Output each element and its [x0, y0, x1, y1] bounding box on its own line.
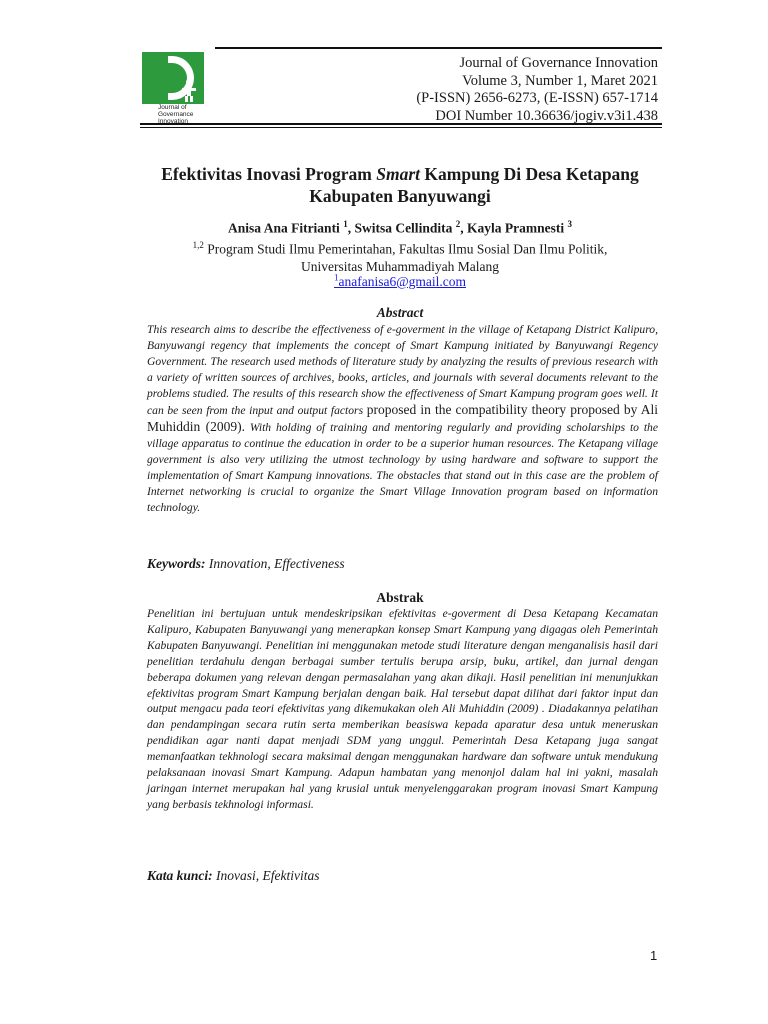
abstract-heading: Abstract — [376, 305, 424, 320]
title-smart: Smart — [376, 164, 421, 184]
logo-text-line: Innovation — [158, 118, 188, 125]
header-rule-top — [215, 47, 662, 49]
abstract-body — [147, 322, 658, 516]
author-sup: 3 — [567, 219, 572, 229]
logo-text — [158, 104, 218, 125]
header-rule-bottom — [140, 123, 662, 125]
email-link[interactable] — [334, 274, 466, 289]
logo-text-line: Journal of — [158, 104, 187, 111]
authors — [120, 219, 680, 237]
kata-kunci-text: Inovasi, Efektivitas — [212, 868, 320, 883]
paper-title — [120, 163, 680, 207]
journal-header — [416, 55, 658, 125]
title-line-1 — [120, 163, 680, 185]
author-sup: 1 — [343, 219, 348, 229]
author-name: , Switsa Cellindita — [347, 220, 456, 236]
keywords — [147, 556, 345, 572]
kata-kunci — [147, 868, 320, 884]
title-line-2: Kabupaten Banyuwangi — [309, 186, 491, 206]
logo-figure-icon — [180, 78, 198, 102]
affiliation-sup: 1,2 — [192, 240, 204, 250]
abstract-text-theory: proposed in the compatibility theory proposed by Ali Muhiddin (2009). — [147, 402, 658, 434]
journal-doi: DOI Number 10.36636/jogiv.v3i1.438 — [435, 107, 658, 124]
abstract-text: With holding of training and mentoring regularly and providing scholarships to the village apparatus to continue the education in order to be a superior human resources. The Ketapang village government is also very utilizing the utmost technology by using hardware and software to support the implementation of Smart Kampung innovations. The obstacles that stand out in this case are the problem of Internet networking is crucial to organize the Smart Village Innovation program based on information technology. — [147, 421, 658, 514]
author-sup: 2 — [455, 219, 461, 229]
journal-name: Journal of Governance Innovation — [459, 55, 658, 71]
title-part: Kampung Di Desa Ketapang — [420, 164, 639, 184]
abstrak-body: Penelitian ini bertujuan untuk mendeskripsikan efektivitas e-goverment di Desa Ketapang Kecamatan Kalipuro, Kabupaten Banyuwangi yang menerapkan konsep Smart Kampung yang digagas oleh Pemerintah Kabupaten Banyuwangi. Penelitian ini menggunakan metode studi literature dengan menganalisis hasil dari penelitian terdahulu dengan berbagai sumber tertulis berupa arsip, buku, artikel, dan jurnal dengan beberapa dokumen yang relevan dengan permasalahan yang akan dikaji. Hasil penelitian ini menunjukkan efektivitas program Smart Kampung berjalan dengan baik. Hal tersebut dapat dilihat dari faktor input dan output mengacu pada teori efektivitas yang dikemukakan oleh Ali Muhiddin (2009) . Diadakannya pelatihan dan pendampingan secara rutin serta memberikan beasiswa kepada aparatur desa untuk meneruskan pendidikan agar nanti dapat menjadi SDM yang unggul. Pemerintah Desa Ketapang juga sangat memanfaatkan tekhnologi secara maksimal dengan menggunakan hardware dan software untuk mendukung pelaksanaan inovasi Smart Kampung. Adapun hambatan yang menonjol dalam hal ini yakni, masalah jaringan internet merupakan hal yang krusial untuk menyelenggarakan program inovasi Smart Kampung yang berbasis tekhnologi informasi. — [147, 607, 658, 811]
email-sup: 1 — [333, 272, 339, 282]
email-line — [120, 272, 680, 290]
keywords-text: Innovation, Effectiveness — [205, 556, 345, 571]
email-text: anafanisa6@gmail.com — [338, 273, 466, 289]
title-part: Efektivitas Inovasi Program — [161, 164, 377, 184]
affiliation-text: Program Studi Ilmu Pemerintahan, Fakultas Ilmu Sosial Dan Ilmu Politik, — [203, 241, 608, 257]
affiliation-line-1 — [120, 237, 680, 258]
abstrak-heading: Abstrak — [376, 590, 424, 605]
kata-kunci-label: Kata kunci: — [147, 868, 213, 883]
author-name: Anisa Ana Fitrianti — [228, 220, 344, 236]
page-number: 1 — [650, 948, 658, 963]
abstract-text: This research aims to describe the effectiveness of e-goverment in the village of Ketapang District Kalipuro, Banyuwangi regency that implements the concept of Smart Kampung initiated by Banyuwangi Regency Government. The research used methods of literature study by analyzing the results of previous research with a variety of written sources of archives, books, articles, and journals with several documents relevant to the problems studied. The results of this research show the effectiveness of Smart Kampung program goes well. It can be seen from the input and output factors — [147, 323, 658, 417]
affiliation — [120, 237, 680, 275]
journal-logo — [140, 52, 210, 132]
journal-issn: (P-ISSN) 2656-6273, (E-ISSN) 657-1714 — [416, 90, 658, 106]
keywords-label: Keywords: — [147, 556, 206, 571]
affiliation-line-2: Universitas Muhammadiyah Malang — [301, 258, 499, 274]
logo-text-line: Governance — [158, 111, 194, 118]
journal-volume: Volume 3, Number 1, Maret 2021 — [462, 72, 658, 89]
author-name: , Kayla Pramnesti — [460, 220, 568, 236]
header-rule-bottom-thin — [140, 127, 662, 128]
